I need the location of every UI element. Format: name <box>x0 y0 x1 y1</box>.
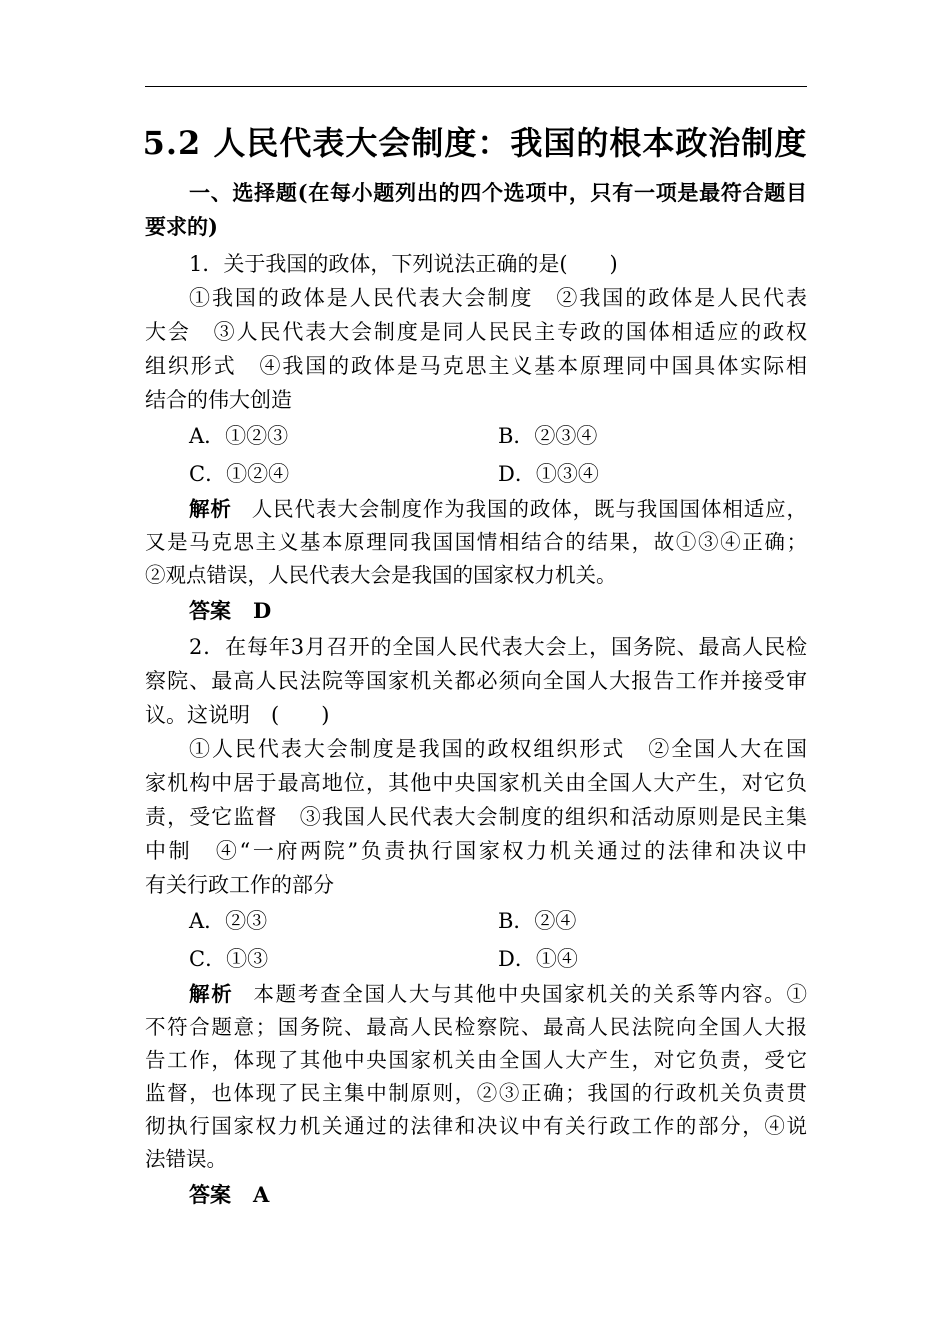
statement-line: 大会 ③人民代表大会制度是同人民民主专政的国体相适应的政权 <box>145 320 807 344</box>
question-stem-line: 议。这说明 ( ) <box>145 703 330 727</box>
option-a: A．②③ <box>189 909 268 933</box>
statement-line: 责，受它监督 ③我国人民代表大会制度的组织和活动原则是民主集 <box>145 805 807 829</box>
analysis-line: 又是马克思主义基本原理同我国国情相结合的结果，故①③④正确； <box>145 530 807 554</box>
option-d: D．①③④ <box>498 462 599 486</box>
answer-label: 答案 <box>189 598 231 623</box>
answer <box>145 1176 807 1214</box>
statement-line: 结合的伟大创造 <box>145 388 292 412</box>
option-b: B．②④ <box>498 909 577 933</box>
option-d: D．①④ <box>498 947 578 971</box>
options-row <box>145 417 807 455</box>
question-stem-line: 察院、最高人民法院等国家机关都必须向全国人大报告工作并接受审 <box>145 669 807 693</box>
section-heading <box>145 176 807 244</box>
statement-line: ①我国的政体是人民代表大会制度 ②我国的政体是人民代表 <box>189 286 807 310</box>
analysis-line: 彻执行国家权力机关通过的法律和决议中有关行政工作的部分，④说 <box>145 1114 807 1138</box>
analysis-line: 本题考查全国人大与其他中央国家机关的关系等内容。① <box>253 982 808 1006</box>
analysis <box>145 978 807 1176</box>
analysis-label: 解析 <box>189 982 234 1006</box>
analysis-line: 人民代表大会制度作为我国的政体，既与我国国体相适应， <box>251 497 808 521</box>
statement-line: 有关行政工作的部分 <box>145 873 334 897</box>
analysis <box>145 493 807 592</box>
answer-value: A <box>253 1182 270 1207</box>
question-1 <box>145 247 807 630</box>
analysis-line: 监督，也体现了民主集中制原则，②③正确；我国的行政机关负责贯 <box>145 1081 807 1105</box>
question-stem-line: 2．在每年3月召开的全国人民代表大会上，国务院、最高人民检 <box>189 635 807 659</box>
answer-value: D <box>253 598 272 623</box>
options-row <box>145 902 807 940</box>
option-a: A．①②③ <box>189 424 289 448</box>
analysis-line: ②观点错误，人民代表大会是我国的国家权力机关。 <box>145 563 617 587</box>
header-rule <box>145 86 807 87</box>
statement-line: 组织形式 ④我国的政体是马克思主义基本原理同中国具体实际相 <box>145 354 807 378</box>
option-c: C．①③ <box>189 947 269 971</box>
statement-line: 中制 ④“一府两院”负责执行国家权力机关通过的法律和决议中 <box>145 839 807 863</box>
section-heading-line: 一、选择题(在每小题列出的四个选项中，只有一项是最符合题目 <box>189 180 807 205</box>
analysis-line: 不符合题意；国务院、最高人民检察院、最高人民法院向全国人大报 <box>145 1015 807 1039</box>
answer <box>145 592 807 630</box>
options-row <box>145 940 807 978</box>
statement-line: ①人民代表大会制度是我国的政权组织形式 ②全国人大在国 <box>189 737 807 761</box>
section-heading-line: 要求的) <box>145 214 218 239</box>
option-b: B．②③④ <box>498 424 598 448</box>
answer-label: 答案 <box>189 1182 231 1207</box>
analysis-line: 法错误。 <box>145 1147 227 1171</box>
question-stem: 1．关于我国的政体，下列说法正确的是( ) <box>189 252 618 276</box>
options-row <box>145 455 807 493</box>
option-c: C．①②④ <box>189 462 290 486</box>
analysis-line: 告工作，体现了其他中央国家机关由全国人大产生，对它负责，受它 <box>145 1048 807 1072</box>
question-2 <box>145 630 807 1214</box>
statement-line: 家机构中居于最高地位，其他中央国家机关由全国人大产生，对它负 <box>145 771 807 795</box>
analysis-label: 解析 <box>189 497 232 521</box>
page-title: 5.2 人民代表大会制度：我国的根本政治制度 <box>142 124 808 162</box>
